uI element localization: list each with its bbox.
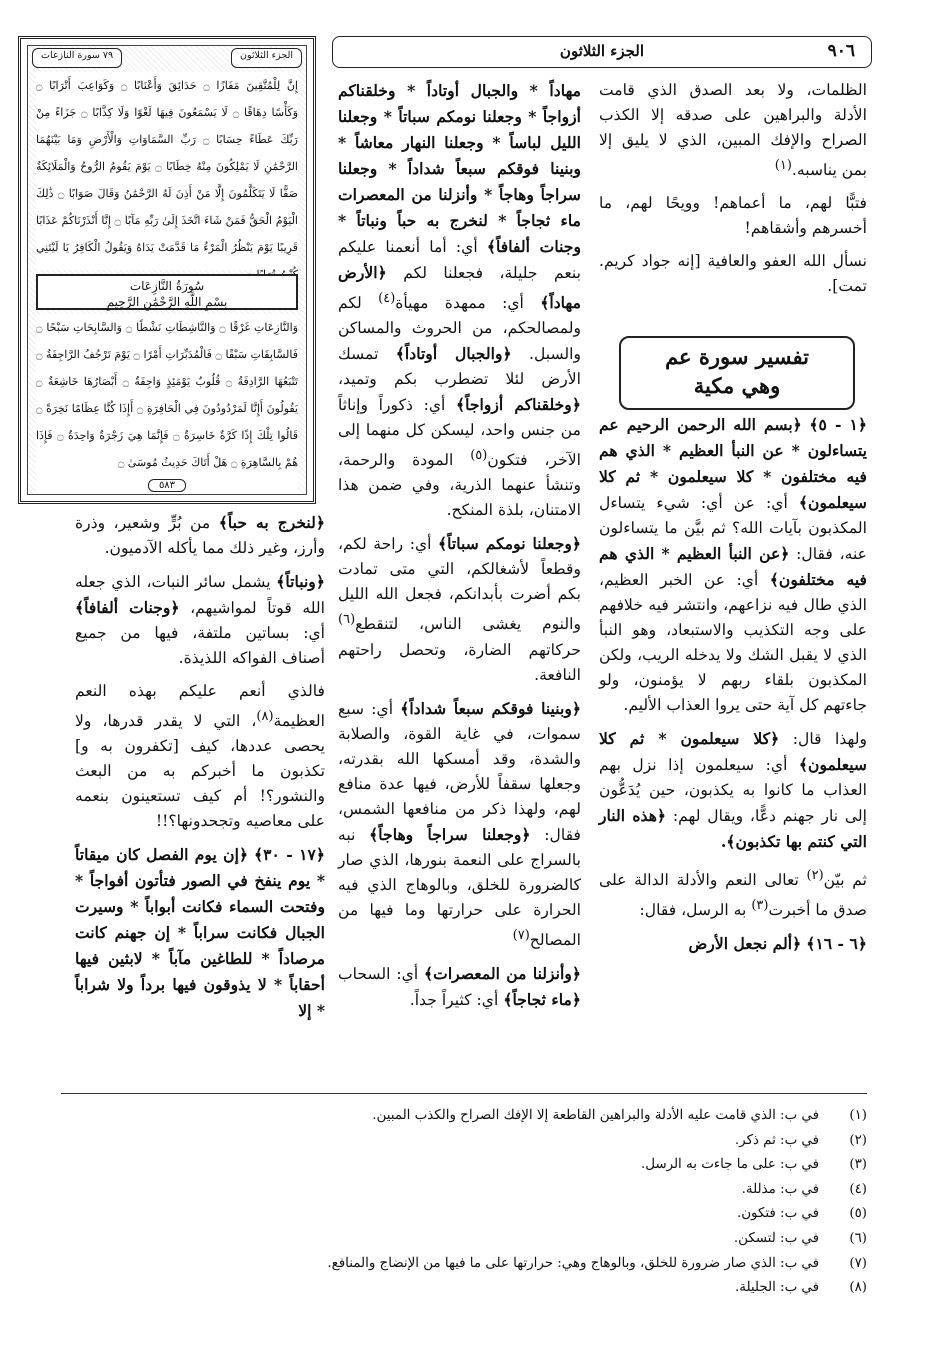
- verse-text: ﴿إن يوم الفصل كان ميقاتاً * يوم ينفخ في الصور فتأتون أفواجاً * وفتحت السماء فكانت أبواباً * وسيرت الجبال فكانت سراباً * إن جهنم كانت مرصاداً * للطاغين مآباً * لابثين فيها أحقاباً * لا يذوقون فيها برداً ولا شراباً * إلا: [75, 845, 325, 1021]
- paragraph: [75, 569, 325, 671]
- paragraph: [599, 412, 867, 718]
- page-header: [332, 36, 872, 68]
- footnote-row: [61, 1202, 867, 1227]
- paragraph: [75, 510, 325, 561]
- text: المودة والرحمة، وتنشأ عنهما الذرية، وفي ضمن هذا الامتنان، بلذة المنكح.: [338, 451, 581, 520]
- verse-text: ﴿وأنزلنا من المعصرات﴾: [424, 963, 581, 983]
- page-number: ٩٠٦: [827, 41, 855, 61]
- verse-text: ﴿وجعلنا نومكم سباتاً﴾: [438, 534, 581, 554]
- mushaf-page-number: ٥٨٣: [148, 479, 186, 492]
- footnote-ref: (٤): [378, 291, 396, 306]
- paragraph: [75, 679, 325, 834]
- footnote-number: (٨): [849, 1280, 867, 1296]
- footnote-number: (١): [849, 1108, 867, 1123]
- footnote-row: [61, 1252, 867, 1277]
- text: تعالى النعم والأدلة الدالة على صدق ما أخبرت: [599, 871, 867, 920]
- mushaf-text-top: إِنَّ لِلْمُتَّقِينَ مَفَازًا ۝ حَدَائِقَ وَأَعْنَابًا ۝ وَكَوَاعِبَ أَتْرَابًا ۝ وَكَأْسًا دِهَاقًا ۝ لَا يَسْمَعُونَ فِيهَا لَغْوًا وَلَا كِذَّابًا ۝ جَزَاءً مِنْ رَبِّكَ عَطَاءً حِسَابًا ۝ رَبِّ السَّمَاوَاتِ وَالْأَرْضِ وَمَا بَيْنَهُمَا الرَّحْمَٰنِ لَا يَمْلِكُونَ مِنْهُ خِطَابًا ۝ يَوْمَ يَقُومُ الرُّوحُ وَالْمَلَائِكَةُ صَفًّا لَا يَتَكَلَّمُونَ إِلَّا مَنْ أَذِنَ لَهُ الرَّحْمَٰنُ وَقَالَ صَوَابًا ۝ ذَٰلِكَ الْيَوْمُ الْحَقُّ فَمَنْ شَاءَ اتَّخَذَ إِلَىٰ رَبِّهِ مَآبًا ۝ إِنَّا أَنْذَرْنَاكُمْ عَذَابًا قَرِيبًا يَوْمَ يَنْظُرُ الْمَرْءُ مَا قَدَّمَتْ يَدَاهُ وَيَقُولُ الْكَافِرُ يَا لَيْتَنِي: [36, 72, 298, 270]
- text: أي: السحاب: [338, 964, 419, 983]
- mushaf-text-bottom: وَالنَّازِعَاتِ غَرْقًا ۝ وَالنَّاشِطَاتِ نَشْطًا ۝ وَالسَّابِحَاتِ سَبْحًا ۝ فَالسَّابِقَاتِ سَبْقًا ۝ فَالْمُدَبِّرَاتِ أَمْرًا ۝ يَوْمَ تَرْجُفُ الرَّاجِفَةُ ۝ تَتْبَعُهَا الرَّادِفَةُ ۝ قُلُوبٌ يَوْمَئِذٍ وَاجِفَةٌ ۝ أَبْصَارُهَا خَاشِعَةٌ ۝ يَقُولُونَ أَإِنَّا لَمَرْدُودُونَ فِي الْحَافِرَةِ ۝ أَإِذَا كُنَّا عِظَامًا نَخِرَةً ۝ قَالُوا تِلْكَ إِذًا كَرَّةٌ خَاسِرَةٌ ۝ فَإِنَّمَا هِيَ زَجْرَةٌ وَاحِدَةٌ ۝ فَإِذَا هُمْ بِالسَّاهِرَةِ ۝ هَلْ أَتَاكَ حَدِيثُ مُوسَىٰ ۝: [36, 314, 298, 494]
- footnote-row: [61, 1153, 867, 1178]
- right-column-bottom: [599, 412, 867, 965]
- footnote-text: في ب: الذي قامت عليه الأدلة والبراهين القاطعة إلا الإفك الصراح والكذب المبين.: [372, 1108, 819, 1123]
- text: فالذي أنعم عليكم بهذه النعم العظيمة: [75, 682, 325, 731]
- text: تمسك الأرض لئلا تضطرب بكم وتميد،: [338, 345, 581, 389]
- verse-text: ﴿والجبال أوتاداً﴾: [395, 344, 512, 364]
- surah-title-line2: وهي مكية: [693, 373, 781, 398]
- verse-text: ﴿ونباتاً﴾: [276, 572, 325, 591]
- footnote-ref: (٨): [256, 709, 274, 724]
- paragraph: [75, 842, 325, 1024]
- paragraph: [338, 78, 581, 523]
- text: ثم بيّن: [823, 871, 867, 890]
- paragraph: فتبًّا لهم، ما أعماهم! وويحًا لهم، ما أخسرهم وأشقاهم!: [599, 194, 867, 238]
- verse-text: ﴿وجعلنا سراجاً وهاجاً﴾: [369, 824, 531, 844]
- paragraph: [599, 931, 867, 957]
- footnote-ref: (٥): [470, 448, 488, 464]
- text: من بُرٍّ وشعير، وذرة وأرز، وغير ذلك مما يأكله الآدميون.: [75, 514, 325, 557]
- text: أي: سبع سموات، في غاية القوة، والصلابة والشدة، وقد أمسكها الله بقدرته، وجعلها سقفاً للأرض، فيها عدة منافع لهم، ولهذا ذكر من منافعها الشمس، فقال:: [338, 699, 581, 844]
- verse-text: ﴿الأرض مهاداً﴾: [338, 263, 581, 313]
- footnote-number: (٥): [849, 1206, 867, 1222]
- footnote-divider: [61, 1093, 867, 1094]
- paragraph: [338, 696, 581, 953]
- text: أي: عن الخبر العظيم، الذي طال فيه نزاعهم، وانتشر فيه خلافهم على وجه التكذيب والاستبعاد، وهو النبأ الذي لا يقبل الشك ولا يدخله الريب، ولكن المكذبون بلقاء ربهم لا يؤمنون، ولو جاءتهم كل آية حتى يروا العذاب الأليم.: [599, 571, 867, 714]
- text: أي: ذكوراً وإناثاً من جنس واحد، ليسكن كل منهما إلى الآخر، فتكون: [338, 396, 581, 470]
- text: ولهذا قال:: [792, 730, 867, 748]
- mushaf-frame: [27, 45, 307, 495]
- verse-text: مهاداً * والجبال أوتاداً * وخلقناكم أزواجاً * وجعلنا نومكم سباتاً * وجعلنا الليل لباساً * وجعلنا النهار معاشاً * وبنينا فوقكم سبعاً شداداً * وجعلنا سراجاً وهاجاً * وأنزلنا من المعصرات ماء ثجاجاً * لنخرج به حباً ونباتاً * وجنات ألفافاً﴾: [338, 81, 581, 256]
- verse-text: ﴿وخلقناكم أزواجاً﴾: [456, 395, 581, 415]
- verse-text: ﴿وجنات ألفافاً﴾: [75, 598, 180, 617]
- footnote-text: في ب: على ما جاءت به الرسل.: [640, 1157, 819, 1173]
- verse-text: ﴿ألم نجعل الأرض: [688, 934, 802, 954]
- mushaf-surah-label: ٧٩ سورة النازعات: [32, 48, 122, 68]
- footnote-number: (٣): [849, 1157, 867, 1173]
- verse-range: ﴿١ - ٥﴾: [809, 415, 867, 434]
- footnote-text: في ب: مذللة.: [741, 1181, 819, 1197]
- paragraph: [338, 531, 581, 687]
- surah-title-box: [619, 336, 855, 410]
- verse-text: ﴿هذه النار التي كنتم بها تكذبون﴾.: [599, 806, 867, 851]
- paragraph: [599, 78, 867, 183]
- text: ، التي لا يقدر قدرها، ولا يحصى عددها، كيف [تكفرون به و] تكذبون ما أخبركم به من البعث والنشور؟! أم كيف تستعينون بنعمه على معاصيه وتجحدونها؟!!: [75, 712, 325, 831]
- paragraph: [338, 961, 581, 1013]
- verse-text: ﴿لنخرج به حباً﴾: [218, 513, 325, 532]
- mushaf-part-label: الجزء الثلاثون: [231, 48, 302, 68]
- middle-column: [338, 78, 581, 1021]
- text: نبه بالسراج على النعمة بنورها، الذي صار كالضرورة للخلق، وبالوهاج الذي فيه الحرارة على حرارتها وما فيها من المصالح: [338, 825, 581, 949]
- mushaf-basmala: بِسْمِ اللَّهِ الرَّحْمَٰنِ الرَّحِيمِ: [106, 295, 228, 309]
- text: أي: أما أنعمنا عليكم بنعم جليلة، فجعلنا لكم: [338, 238, 581, 282]
- footnote-row: [61, 1129, 867, 1154]
- paragraph: [599, 726, 867, 855]
- paragraph: [599, 863, 867, 923]
- footnote-ref: (٦): [338, 612, 356, 628]
- surah-title-line1: تفسير سورة عم: [665, 344, 809, 369]
- footnote-ref: (٧): [512, 927, 530, 943]
- text: أي: كثيراً جداً.: [409, 990, 499, 1009]
- verse-text: ﴿ماء ثجاجاً﴾: [503, 989, 581, 1009]
- footnote-number: (٦): [849, 1230, 867, 1246]
- verse-text: ﴿كلا سيعلمون * ثم كلا سيعلمون﴾: [599, 729, 867, 774]
- verse-text: ﴿عن النبأ العظيم * الذي هم فيه مختلفون﴾: [599, 544, 867, 589]
- mushaf-header: [32, 48, 302, 68]
- footnote-text: في ب: فتكون.: [736, 1206, 819, 1222]
- mushaf-surah-banner: [36, 274, 298, 310]
- text: أي: ممهدة مهيأة: [395, 294, 524, 313]
- footnote-row: [61, 1276, 867, 1301]
- verse-range: ﴿٦ - ١٦﴾: [806, 934, 867, 954]
- verse-range: ﴿١٧ - ٣٠﴾: [254, 845, 325, 865]
- text: أي: بساتين ملتفة، فيها من جميع أصناف الفواكه اللذيذة.: [75, 624, 325, 667]
- text: أي: سيعلمون إذا نزل بهم العذاب ما كانوا به يكذبون، حين يُدَعُّون إلى نار جهنم دعًّا، ويقال لهم:: [599, 756, 867, 825]
- text: يشمل سائر النبات، الذي جعله الله قوتاً لمواشيهم،: [75, 573, 325, 617]
- text: أي: عن أي: شيء يتساءل المكذبون بآيات الله؟ ثم بيَّن ما يتساءلون عنه، فقال:: [599, 494, 867, 563]
- footnote-number: (٤): [849, 1181, 867, 1197]
- text: به الرسل، فقال:: [639, 901, 747, 920]
- text: أي: راحة لكم، وقطعاً لأشغالكم، التي متى تمادت بكم أضرت بأبدانكم، فجعل الله الليل والنوم يغشى الناس، لتنقطع: [338, 535, 581, 634]
- footnote-text: في ب: الذي صار ضرورة للخلق، وبالوهاج وهي: حرارتها على ما فيها من الإنضاج والمنافع.: [327, 1255, 819, 1271]
- footnote-number: (٧): [849, 1255, 867, 1271]
- part-title: الجزء الثلاثون: [559, 42, 645, 60]
- text: لكم ولمصالحكم، من الحروث والمساكن والسبل.: [338, 294, 581, 364]
- verse-text: ﴿بسم الله الرحمن الرحيم عم يتساءلون * عن النبأ العظيم * الذي هم فيه مختلفون * كلا سيعلمون * ثم كلا سيعلمون﴾: [599, 415, 867, 512]
- footnote-row: [61, 1104, 867, 1129]
- footnote-number: (٢): [849, 1132, 867, 1148]
- text: الظلمات، ولا بعد الصدق الذي قامت الأدلة والبراهين على صدقه إلا الكذب الصراح والإفك المبين، الذي لا يليق إلا بمن يناسبه.: [599, 81, 867, 180]
- footnote-text: في ب: الجليلة.: [735, 1280, 819, 1296]
- footnote-row: [61, 1178, 867, 1203]
- mushaf-surah-title: سُورَةُ النَّازِعَات: [129, 279, 205, 293]
- right-column-top: [599, 78, 867, 307]
- footnote-ref: (٢): [806, 868, 824, 883]
- paragraph: نسأل الله العفو والعافية [إنه جواد كريم. تمت].: [599, 252, 867, 296]
- mushaf-footer: [28, 473, 306, 492]
- footnote-text: في ب: ثم ذكر.: [734, 1132, 819, 1148]
- verse-text: ﴿وبنينا فوقكم سبعاً شداداً﴾: [400, 698, 581, 718]
- footnote-row: [61, 1227, 867, 1252]
- footnote-ref: (٣): [751, 898, 769, 914]
- footnote-text: في ب: لتسكن.: [733, 1230, 819, 1246]
- left-column: [75, 510, 325, 1032]
- text: حركاتهم الضارة، وتحصل راحتهم النافعة.: [338, 640, 581, 684]
- footnotes: [61, 1104, 867, 1301]
- footnote-ref: (١): [774, 158, 792, 173]
- mushaf-page-image: [18, 36, 316, 504]
